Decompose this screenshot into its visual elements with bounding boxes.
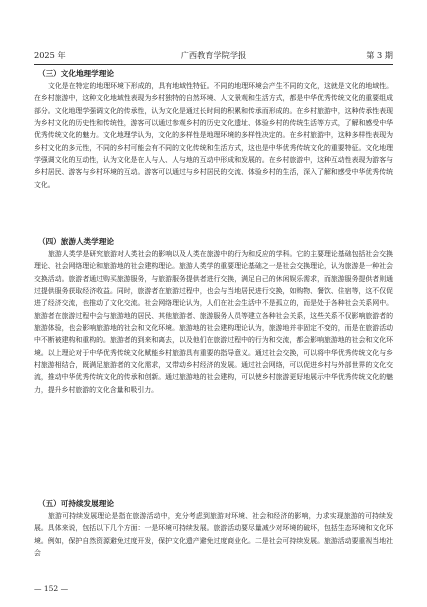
section-heading: （三）文化地理学理论 <box>38 69 114 78</box>
section-cultural-geography <box>34 68 393 191</box>
body-paragraph: 文化是在特定的地理环境下形成的，具有地域性特征。不同的地理环境会产生不同的文化，这就是文化的地域性。在乡村旅游中，这种文化地域性表现为乡村独特的自然环境、人文景观和生活方式，都是中华优秀传统文化的重要组成部分。文化地理学强调文化的传承性，认为文化是通过长时间的积累和传承而形成的。在乡村旅游中，这种传承性表现为乡村文化的历史性和传统性，游客可以通过参观乡村的历史文化遗址、体验乡村的传统生活等方式，了解和感受中华优秀传统文化的魅力。文化地理学认为，文化的多样性是地理环境的多样性决定的。在乡村旅游中，这种多样性表现为乡村文化的多元性，不同的乡村可能会有不同的文化传统和生活方式，这也是中华优秀传统文化的重要特征。文化地理学强调文化的互动性，认为文化是在人与人、人与地的互动中形成和发展的。在乡村旅游中，这种互动性表现为游客与乡村居民、游客与乡村环境的互动。游客可以通过与乡村居民的交流、体验乡村的生活，深入了解和感受中华优秀传统文化。 <box>34 82 393 189</box>
section-heading: （五）可持续发展理论 <box>38 499 114 508</box>
section-heading: （四）旅游人类学理论 <box>38 237 114 246</box>
header-journal-title: 广西教育学院学报 <box>180 50 247 60</box>
section-sustainable-development <box>34 498 393 559</box>
page-number: — 152 — <box>34 584 69 593</box>
body-paragraph: 旅游可持续发展理论是指在旅游活动中，充分考虑到旅游对环境、社会和经济的影响，力求实现旅游的可持续发展。具体来说，包括以下几个方面：一是环境可持续发展。旅游活动要尽量减少对环境的破坏，包括生态环境和文化环境。例如，保护自然资源避免过度开发，保护文化遗产避免过度商业化。二是社会可持续发展。旅游活动要重视当地社会 <box>34 512 393 558</box>
body-paragraph: 旅游人类学是研究旅游对人类社会的影响以及人类在旅游中的行为和反应的学科。它的主要理论基础包括社会交换理论、社会网络理论和旅游地的社会建构理论。旅游人类学的重要理论基础之一是社会交换理论，认为旅游是一种社会交换活动。旅游者通过购买旅游服务，与旅游服务提供者进行交换，满足自己的休闲娱乐需求，而旅游服务提供者则通过提供服务获取经济收益。同时，旅游者在旅游过程中，也会与当地居民进行交换，如购物、餐饮、住宿等，这不仅促进了经济交流，也推动了文化交流。社会网络理论认为，人们在社会生活中不是孤立的，而是处于各种社会关系网中。旅游者在旅游过程中会与旅游地的居民、其他旅游者、旅游服务人员等建立各种社会关系，这些关系不仅影响旅游者的旅游体验，也会影响旅游地的社会和文化环境。旅游地的社会建构理论认为，旅游地并非固定不变的，而是在旅游活动中不断被建构和重构的。旅游者的到来和离去，以及他们在旅游过程中的行为和交流，都会影响旅游地的社会和文化环境。以上理论对于中华优秀传统文化赋能乡村旅游具有重要的指导意义。通过社会交换，可以将中华优秀传统文化与乡村旅游相结合，既满足旅游者的文化需求，又带动乡村经济的发展。通过社会网络，可以促进乡村与外部世界的文化交流，推动中华优秀传统文化的传承和创新。通过旅游地的社会建构，可以使乡村旅游更好地展示中华优秀传统文化的魅力，提升乡村旅游的文化含量和吸引力。 <box>34 250 393 394</box>
running-header <box>34 48 393 62</box>
header-issue: 第 3 期 <box>366 50 393 60</box>
header-rule <box>34 64 393 65</box>
header-year: 2025 年 <box>34 50 66 60</box>
section-tourism-anthropology <box>34 236 393 396</box>
